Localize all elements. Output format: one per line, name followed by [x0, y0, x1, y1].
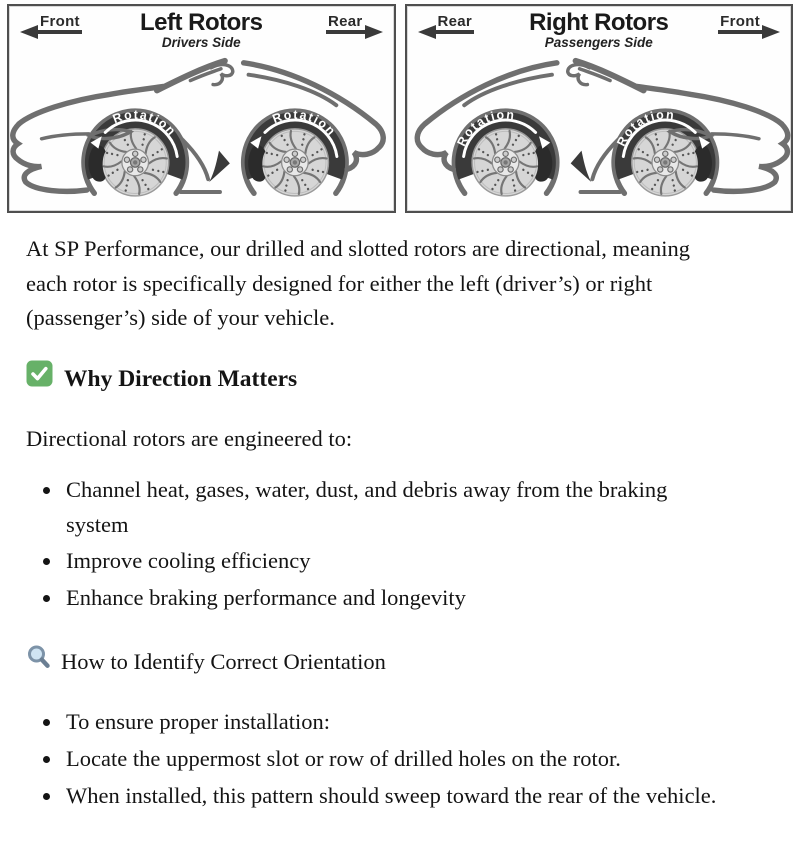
right-panel-title: Right Rotors — [529, 9, 669, 36]
list-item: • Enhance braking performance and longevity — [63, 581, 726, 616]
right-arrow-icon — [365, 25, 383, 39]
left-panel-header — [9, 6, 394, 53]
list-item: • When installed, this pattern should sweep toward the rear of the vehicle. — [63, 779, 726, 814]
list-item: • Channel heat, gases, water, dust, and debris away from the braking system — [63, 473, 726, 543]
section-heading-identify-orientation — [26, 644, 726, 681]
right-car-illustration — [407, 53, 792, 211]
rear-label: Rear — [436, 13, 475, 34]
front-direction-arrow — [20, 13, 82, 34]
left-panel-title: Left Rotors — [140, 9, 263, 36]
left-arrow-icon — [20, 25, 38, 39]
list-item: • Locate the uppermost slot or row of drilled holes on the rotor. — [63, 742, 726, 777]
section2-heading-text: How to Identify Correct Orientation — [61, 649, 386, 675]
rear-direction-arrow — [326, 13, 383, 34]
section-heading-why-direction-matters — [26, 360, 726, 398]
front-label: Front — [38, 13, 82, 34]
rear-direction-arrow — [418, 13, 475, 34]
left-rotors-panel — [7, 4, 396, 213]
magnifying-glass-icon — [26, 644, 52, 681]
right-panel-subtitle: Passengers Side — [544, 35, 653, 51]
right-rotors-panel — [405, 4, 794, 213]
section1-heading-text: Why Direction Matters — [64, 366, 298, 393]
front-label: Front — [718, 13, 762, 34]
rotor-direction-diagram — [0, 0, 800, 213]
section1-lead: Directional rotors are engineered to: — [26, 425, 353, 451]
intro-paragraph: At SP Performance, our drilled and slotted rotors are directional, meaning each rotor is specifically designed for either the left (driver’s) or right (passenger’s) side of your vehicle. — [26, 235, 690, 331]
right-arrow-icon — [762, 25, 780, 39]
left-car-illustration — [9, 53, 394, 211]
check-mark-icon — [26, 360, 53, 398]
list-item: • To ensure proper installation: — [63, 705, 726, 740]
section1-bullet-list — [26, 473, 726, 617]
right-panel-header — [407, 6, 792, 53]
section2-bullet-list — [26, 705, 726, 814]
left-arrow-icon — [418, 25, 436, 39]
list-item: • Improve cooling efficiency — [63, 544, 726, 579]
article-body — [0, 213, 726, 848]
left-panel-subtitle: Drivers Side — [161, 35, 241, 51]
front-direction-arrow — [718, 13, 780, 34]
rear-label: Rear — [326, 13, 365, 34]
